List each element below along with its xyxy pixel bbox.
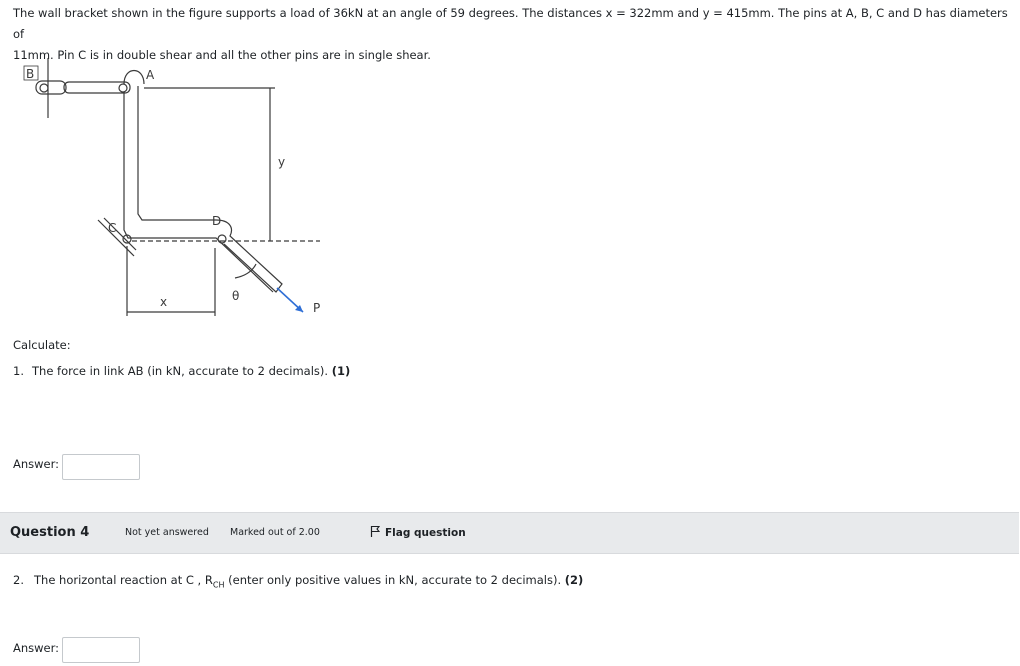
problem-line-2: 11mm. Pin C is in double shear and all the other pins are in single shear. [13,48,431,62]
q1-number: 1. [13,364,24,378]
answer-1-label: Answer: [13,457,60,471]
flag-question-label: Flag question [385,526,466,539]
q1-text: The force in link AB (in kN, accurate to 2 decimals). [32,364,332,378]
label-a: A [146,68,155,82]
pin-a [119,84,127,92]
bracket-diagram [20,48,330,323]
question-1-text [13,364,350,378]
pin-b [40,84,48,92]
label-d: D [212,214,222,228]
answer-2-label: Answer: [13,641,60,655]
bracket-figure [20,48,330,327]
q2-text-a: The horizontal reaction at C , R [34,573,213,587]
q1-mark: (1) [331,364,351,378]
question-marks: Marked out of 2.00 [230,527,320,538]
label-y: y [278,155,286,169]
question-info-bar [0,512,1019,554]
calculate-label: Calculate: [13,338,71,352]
problem-line-1: The wall bracket shown in the figure supports a load of 36kN at an angle of 59 degrees. The distances x = 322mm and y = 415mm. The pins at A, B, C and D has diameters of [13,6,1008,41]
flag-icon [370,525,380,540]
bracket-arm-d [216,220,282,292]
q2-subscript: CH [212,580,225,590]
q2-mark: (2) [564,573,584,587]
label-x: x [160,295,168,309]
q2-text-b: (enter only positive values in kN, accurate to 2 decimals). [224,573,565,587]
label-b: B [26,67,35,81]
bracket-body [124,86,273,292]
question-status: Not yet answered [125,527,209,538]
label-p: P [313,301,321,315]
question-2-text [13,573,583,589]
q2-number: 2. [13,573,24,587]
question-title: Question 4 [10,525,90,540]
label-theta: θ [232,289,240,303]
answer-2-input[interactable] [62,637,140,663]
pin-d [218,235,226,243]
label-c: C [108,221,117,235]
flag-question-button[interactable] [370,525,466,540]
answer-1-input[interactable] [62,454,140,480]
